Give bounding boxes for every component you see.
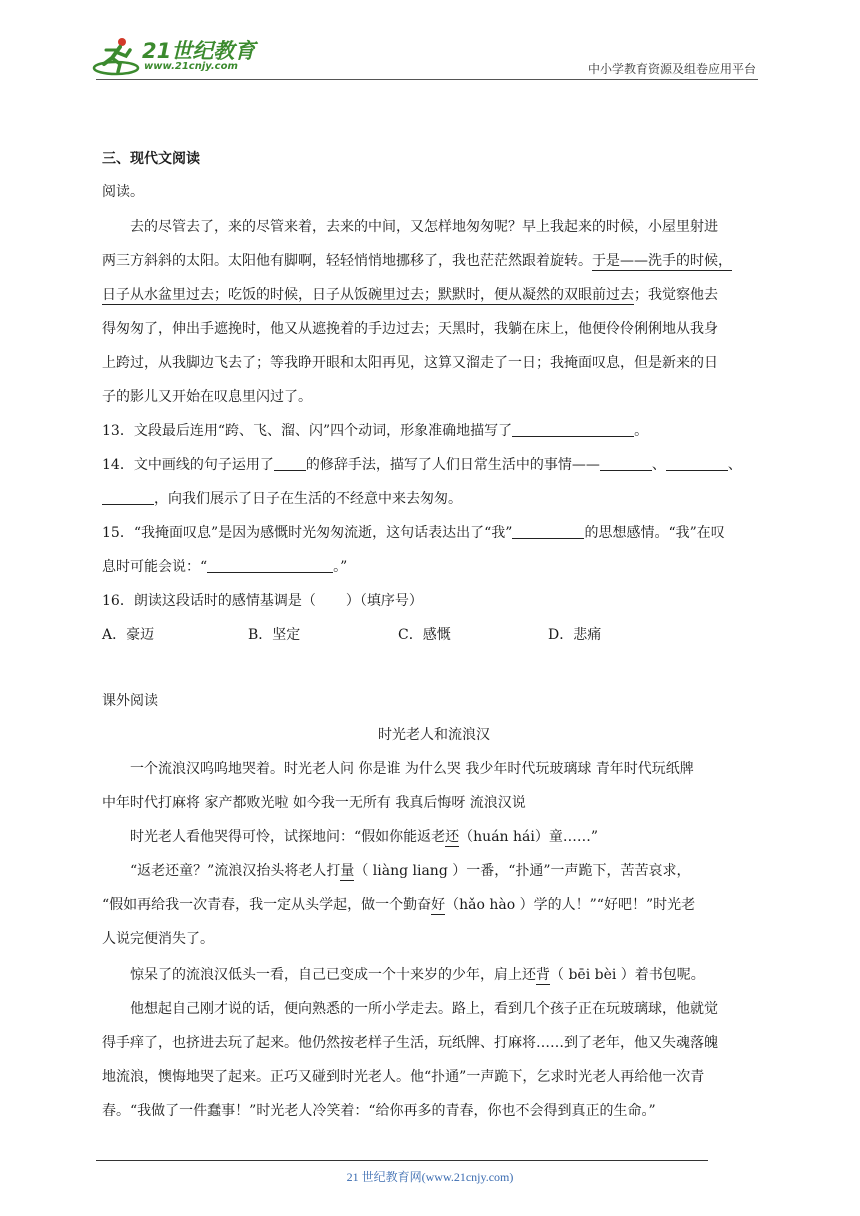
answer-blank[interactable] bbox=[512, 524, 584, 539]
passage-line: 得匆匆了，伸出手遮挽时，他又从遮挽着的手边过去；天黑时，我躺在床上，他便伶伶俐俐地从我身 bbox=[102, 321, 718, 337]
question-14: 14．文中画线的句子运用了 的修辞手法，描写了人们日常生活中的事情—— 、 、 bbox=[102, 457, 742, 473]
question-15: 15．“我掩面叹息”是因为感慨时光匆匆流逝，这句话表达出了“我” 的思想感情。“我”在叹 bbox=[102, 525, 725, 541]
story-line: 得手痒了，也挤进去玩了起来。他仍然按老样子生活，玩纸牌、打麻将……到了老年，他又失魂落魄 bbox=[102, 1035, 718, 1051]
extracurricular-label: 课外阅读 bbox=[102, 693, 158, 709]
story-line: 时光老人看他哭得可怜，试探地问：“假如你能返老还（huán hái）童……” bbox=[130, 829, 599, 845]
story-line: “返老还童？”流浪汉抬头将老人打量（ liàng liang ）一番，“扑通”一声跪下，苦苦哀求， bbox=[130, 863, 691, 879]
section-heading: 三、现代文阅读 bbox=[102, 151, 200, 167]
answer-blank[interactable] bbox=[207, 558, 333, 573]
pinyin-target: 背 bbox=[536, 967, 550, 983]
pinyin-target: 好 bbox=[431, 897, 446, 913]
story-line: “假如再给我一次青春，我一定从头学起，做一个勤奋好（hǎo hào ）学的人！”“好吧！”时光老 bbox=[102, 897, 696, 913]
story-line: 一个流浪汉呜呜地哭着。时光老人问 你是谁 为什么哭 我少年时代玩玻璃球 青年时代玩纸牌 bbox=[130, 761, 694, 777]
option-c[interactable]: C．感慨 bbox=[398, 627, 451, 643]
question-14-cont: ，向我们展示了日子在生活的不经意中来去匆匆。 bbox=[102, 489, 462, 509]
option-a[interactable]: A．豪迈 bbox=[102, 627, 155, 643]
footer-divider bbox=[96, 1160, 708, 1161]
passage-line: 子的影儿又开始在叹息里闪过了。 bbox=[102, 389, 312, 405]
logo-url: www.21cnjy.com bbox=[144, 61, 238, 72]
option-b[interactable]: B．坚定 bbox=[248, 627, 301, 643]
passage-line: 上跨过，从我脚边飞去了；等我睁开眼和太阳再见，这算又溜走了一日；我掩面叹息，但是新来的日 bbox=[102, 355, 718, 371]
question-15-cont: 息时可能会说：“ 。” bbox=[102, 559, 348, 575]
underlined-sentence: 于是——洗手的时候， bbox=[592, 253, 732, 269]
pinyin-target: 量 bbox=[340, 863, 355, 879]
story-line: 地流浪，懊悔地哭了起来。正巧又碰到时光老人。他“扑通”一声跪下，乞求时光老人再给他一次青 bbox=[102, 1069, 705, 1085]
page-header bbox=[0, 0, 860, 82]
question-13: 13．文段最后连用“跨、飞、溜、闪”四个动词，形象准确地描写了 。 bbox=[102, 423, 649, 439]
platform-name: 中小学教育资源及组卷应用平台 bbox=[587, 62, 756, 76]
story-line: 惊呆了的流浪汉低头一看，自己已变成一个十来岁的少年，肩上还背（ bēi bèi ）着书包呢。 bbox=[130, 967, 705, 983]
runner-logo-icon bbox=[92, 34, 142, 78]
passage-line: 去的尽管去了，来的尽管来着，去来的中间，又怎样地匆匆呢？早上我起来的时候，小屋里射进 bbox=[130, 219, 718, 235]
story-title: 时光老人和流浪汉 bbox=[378, 727, 490, 743]
story-line: 他想起自己刚才说的话，便向熟悉的一所小学走去。路上，看到几个孩子正在玩玻璃球，他就觉 bbox=[130, 1001, 718, 1017]
footer-text[interactable]: 21 世纪教育网(www.21cnjy.com) bbox=[346, 1170, 514, 1184]
pinyin-target: 还 bbox=[445, 829, 460, 845]
answer-blank[interactable] bbox=[102, 490, 154, 505]
answer-blank[interactable] bbox=[666, 456, 728, 471]
header-divider bbox=[96, 79, 758, 80]
passage-line: 日子从水盆里过去；吃饭的时候，日子从饭碗里过去；默默时，便从凝然的双眼前过去；我觉察他去 bbox=[102, 287, 718, 303]
logo-text: 21世纪教育 bbox=[142, 39, 256, 63]
underlined-sentence: 日子从水盆里过去；吃饭的时候，日子从饭碗里过去；默默时，便从凝然的双眼前过去 bbox=[102, 287, 634, 303]
answer-blank[interactable] bbox=[600, 456, 652, 471]
logo bbox=[92, 34, 262, 78]
option-d[interactable]: D．悲痛 bbox=[548, 627, 602, 643]
passage-line: 两三方斜斜的太阳。太阳他有脚啊，轻轻悄悄地挪移了，我也茫茫然跟着旋转。于是——洗手的时候， bbox=[102, 253, 732, 269]
question-16: 16．朗读这段话时的感情基调是（ ）（填序号） bbox=[102, 593, 423, 609]
story-line: 人说完便消失了。 bbox=[102, 931, 214, 947]
answer-blank[interactable] bbox=[512, 422, 634, 437]
story-line: 春。“我做了一件蠢事！”时光老人冷笑着：“给你再多的青春，你也不会得到真正的生命。” bbox=[102, 1103, 656, 1119]
story-line: 中年时代打麻将 家产都败光啦 如今我一无所有 我真后悔呀 流浪汉说 bbox=[102, 795, 526, 811]
reading-prompt: 阅读。 bbox=[102, 184, 144, 200]
answer-blank[interactable] bbox=[274, 456, 306, 471]
